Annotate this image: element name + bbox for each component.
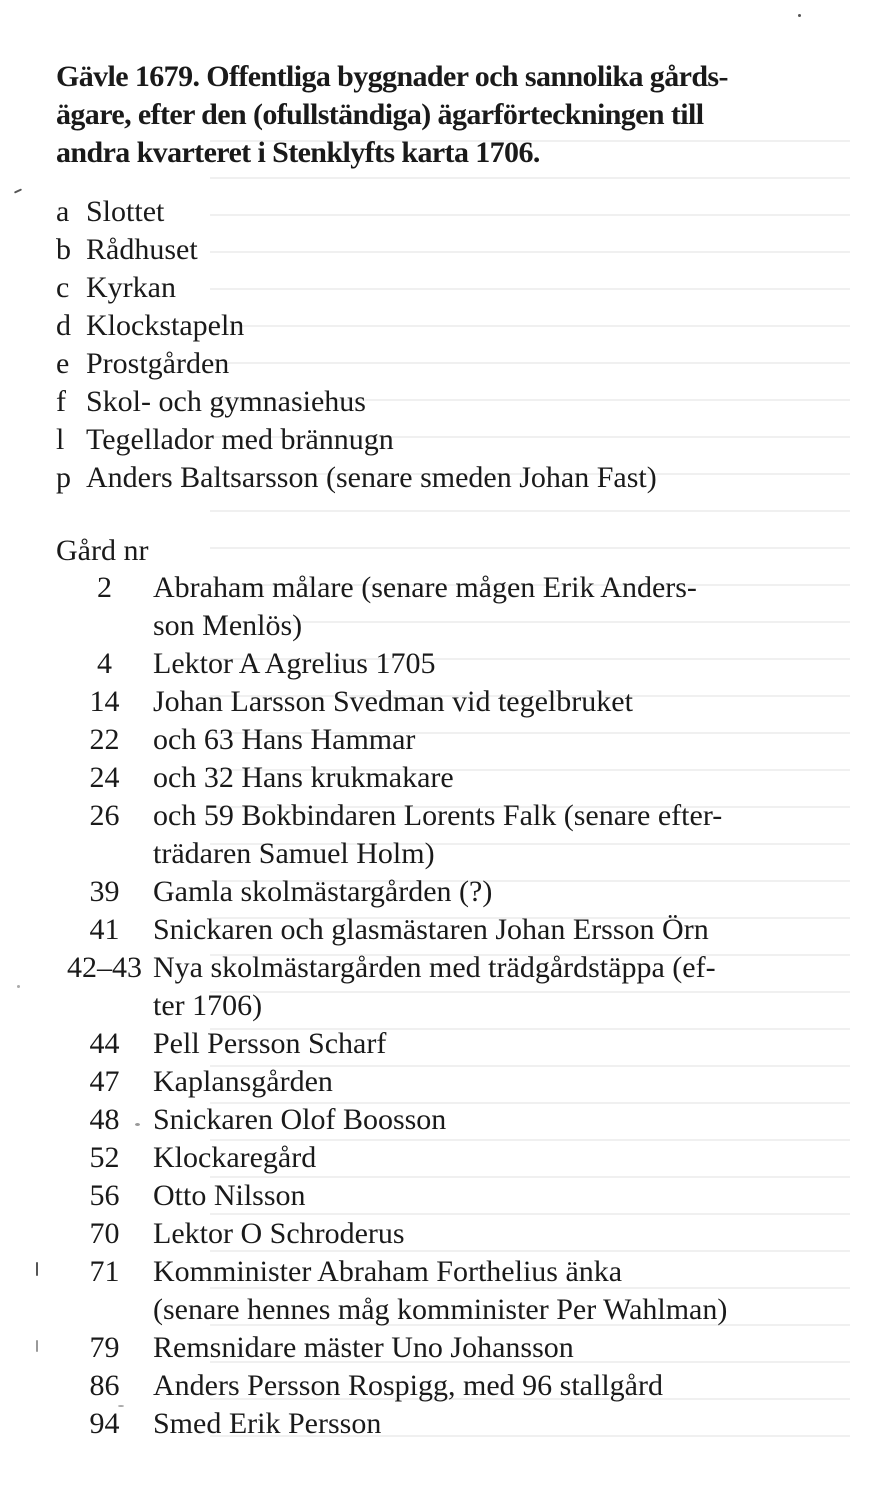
gard-row [56,911,836,949]
owner-line: Smed Erik Persson [153,1407,382,1440]
gard-number: 70 [89,1217,120,1250]
title-line: andra kvarteret i Stenklyfts karta 1706. [56,136,540,169]
legend-item [56,269,836,307]
legend-letter: f [56,385,66,418]
page-title [56,58,826,172]
gard-row [56,873,836,911]
gard-row [56,721,836,759]
owner-line: son Menlös) [153,609,303,642]
title-line: ägare, efter den (ofullständiga) ägarförteckningen till [56,98,704,131]
gard-number: 86 [89,1369,120,1402]
legend-item [56,459,836,497]
gard-row [56,1025,836,1063]
legend-item [56,231,836,269]
gard-number: 71 [89,1255,120,1288]
legend-letter: p [56,461,71,494]
gard-number: 52 [89,1141,120,1174]
gard-owner [153,949,836,1025]
gard-row [56,1329,836,1367]
gard-heading: Gård nr [56,534,149,567]
gard-number: 22 [89,723,120,756]
legend-letter: a [56,195,70,228]
owner-line: Anders Persson Rospigg, med 96 stallgård [153,1369,663,1402]
owner-line: Lektor A Agrelius 1705 [153,647,436,680]
owner-line: Kaplansgården [153,1065,333,1098]
gard-row [56,759,836,797]
gard-owner [153,797,836,873]
gard-number: 14 [89,685,120,718]
owner-line: Abraham målare (senare mågen Erik Anders- [153,571,697,604]
gard-owner [153,759,836,797]
legend-item [56,383,836,421]
dust-speck [798,14,801,17]
gard-owner [153,1101,836,1139]
legend-letter: e [56,347,70,380]
gard-owner [153,911,836,949]
owner-line: Lektor O Schroderus [153,1217,405,1250]
owner-line: Snickaren och glasmästaren Johan Ersson Örn [153,913,709,946]
gard-row [56,569,836,645]
owner-line: trädaren Samuel Holm) [153,837,435,870]
legend-letter: c [56,271,70,304]
gard-row [56,797,836,873]
owner-line: Pell Persson Scharf [153,1027,387,1060]
gard-number: 4 [97,647,112,680]
gard-owner [153,683,836,721]
gard-owner [153,873,836,911]
gard-row [56,1253,836,1329]
legend-text: Klockstapeln [86,309,245,342]
gard-number: 94 [89,1407,120,1440]
gard-number: 2 [97,571,112,604]
owner-line: och 63 Hans Hammar [153,723,416,756]
legend-letter: d [56,309,71,342]
gard-owner [153,1405,836,1443]
gard-number: 48 [89,1103,120,1136]
gard-owner [153,1177,836,1215]
gard-row [56,683,836,721]
building-legend [56,193,836,497]
gard-number: 56 [89,1179,120,1212]
dust-speck [118,1405,124,1407]
gard-list [56,569,836,1443]
gard-number: 47 [89,1065,120,1098]
gard-number: 44 [89,1027,120,1060]
owner-line: Snickaren Olof Boosson [153,1103,447,1136]
legend-text: Slottet [86,195,165,228]
owner-line: ter 1706) [153,989,263,1022]
owner-line: Klockaregård [153,1141,317,1174]
dust-speck [36,1262,38,1276]
owner-line: Johan Larsson Svedman vid tegelbruket [153,685,633,718]
owner-line: Nya skolmästargården med trädgårdstäppa (ef- [153,951,716,984]
gard-owner [153,1367,836,1405]
owner-line: Remsnidare mäster Uno Johansson [153,1331,574,1364]
gard-row [56,1101,836,1139]
gard-row [56,1177,836,1215]
gard-number: 24 [89,761,120,794]
gard-owner [153,645,836,683]
gard-number: 26 [89,799,120,832]
gard-owner [153,1215,836,1253]
legend-text: Skol- och gymnasiehus [86,385,366,418]
legend-text: Rådhuset [86,233,198,266]
legend-text: Tegellador med brännugn [86,423,394,456]
owner-line: och 32 Hans krukmakare [153,761,454,794]
dust-speck [135,1123,140,1126]
legend-text: Anders Baltsarsson (senare smeden Johan Fast) [86,461,657,494]
gard-row [56,1215,836,1253]
gard-row [56,1405,836,1443]
gard-row [56,1063,836,1101]
gard-owner [153,721,836,759]
gard-owner [153,569,836,645]
gard-row [56,949,836,1025]
legend-text: Kyrkan [86,271,176,304]
dust-speck [36,1340,38,1352]
gard-row [56,1139,836,1177]
gard-number: 79 [89,1331,120,1364]
legend-letter: b [56,233,71,266]
legend-item [56,307,836,345]
legend-item [56,193,836,231]
gard-owner [153,1329,836,1367]
gard-row [56,645,836,683]
dust-speck [14,188,22,193]
gard-owner [153,1025,836,1063]
legend-item [56,345,836,383]
gard-number: 42–43 [67,951,142,984]
title-line: Gävle 1679. Offentliga byggnader och sannolika gårds- [56,60,728,93]
owner-line: Otto Nilsson [153,1179,306,1212]
gard-owner [153,1253,836,1329]
owner-line: (senare hennes måg komminister Per Wahlman) [153,1293,728,1326]
legend-item [56,421,836,459]
gard-number: 39 [89,875,120,908]
gard-owner [153,1063,836,1101]
owner-line: och 59 Bokbindaren Lorents Falk (senare efter- [153,799,723,832]
owner-line: Gamla skolmästargården (?) [153,875,493,908]
gard-owner [153,1139,836,1177]
gard-number: 41 [89,913,120,946]
gard-row [56,1367,836,1405]
legend-letter: l [56,423,65,456]
dust-speck [17,985,20,988]
legend-text: Prostgården [86,347,230,380]
owner-line: Komminister Abraham Forthelius änka [153,1255,623,1288]
